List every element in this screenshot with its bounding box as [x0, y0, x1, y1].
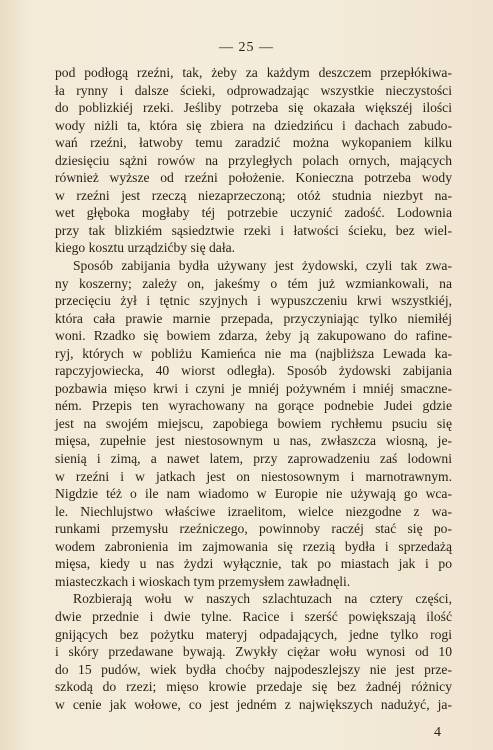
text-line: woni. Rzadko się bowiem zdarza, żeby ją zakupowano do rafine- — [55, 328, 452, 344]
text-line: ném. Przepis ten wyrachowany na gorące podnebie Judei gdzie — [55, 398, 452, 414]
text-line: również wyższe od rzeźni położenie. Konieczna potrzeba wody — [55, 170, 452, 186]
printer-signature-mark: 4 — [434, 725, 441, 740]
text-line: wet głęboka mogłaby téj potrzebie uczynić zadość. Lodownia — [55, 205, 452, 221]
text-line: pod podłogą rzeźni, tak, żeby za każdym deszczem przepłókiwa- — [55, 65, 452, 80]
text-line: wań rzeźni, łatwoby temu zaradzić można wykopaniem kilku — [55, 135, 452, 151]
text-line: mięsa, zupełnie jest niestosownym u nas, zwłaszcza wiosną, je- — [55, 433, 452, 449]
text-line: mięsa, kiedy u nas żydzi wyłącznie, tak po miastach jak i po — [55, 556, 452, 572]
text-line: runkami przemysłu rzeźniczego, powinnoby raczéj stać się po- — [55, 521, 452, 537]
text-line: jest na swojém miejscu, zapobiega bowiem rychłemu psuciu się — [55, 415, 452, 431]
text-line: pozbawia mięso krwi i czyni je mniéj pożywném i mniéj smaczne- — [55, 380, 452, 396]
text-line: ła rynny i dalsze ścieki, odprowadzając wszystkie nieczystości — [55, 82, 452, 98]
text-line: le. Niechlujstwo właściwe izraelitom, wielce niezgodne z wa- — [55, 503, 452, 519]
text-line: kiego kosztu urządzićby się dała. — [55, 240, 236, 256]
text-line: przecięciu żył i tętnic szyjnych i wypuszczeniu krwi wszystkiéj, — [55, 293, 452, 309]
text-line: dziesięciu sążni rowów na przyległych polach ornych, mających — [55, 152, 452, 168]
body-text — [55, 64, 452, 713]
text-line: w rzeźni i w jatkach jest on niestosownym i marnotrawnym. — [55, 468, 452, 484]
text-line: wody niżli ta, która się zbiera na dziedzińcu i dachach zabudo- — [55, 117, 452, 133]
text-line: Rozbierają wołu w naszych szlachtuzach na cztery części, — [73, 591, 452, 607]
text-line: która cała prawie marnie przepada, przyczyniając tylko niemiłéj — [55, 310, 452, 326]
text-line: Sposób zabijania bydła używany jest żydowski, czyli tak zwa- — [73, 258, 452, 274]
text-line: miasteczkach i wioskach tym przemysłem zawładnęli. — [55, 573, 351, 589]
text-line: sienią i zimą, a nawet latem, przy zaprowadzeniu zaś lodowni — [55, 451, 452, 467]
text-line: i skóry przedawane bywają. Zwykły ciężar wołu wynosi od 10 — [55, 644, 452, 660]
text-line: do poblizkiéj rzeki. Jeśliby potrzeba się okazała większéj ilości — [55, 100, 452, 116]
text-line: rapczyjowiecka, 40 wiorst odległa). Sposób żydowski zabijania — [55, 363, 452, 379]
text-line: w cenie jak wołowe, co jest jedném z największych nadużyć, ja- — [55, 696, 452, 712]
text-line: Nigdzie téż o ile nam wiadomo w Europie nie używają go wca- — [55, 486, 452, 502]
text-line: w rzeźni jest rzeczą niezaprzeczoną; otóż studnia niezbyt na- — [55, 187, 452, 203]
page-number: — 25 — — [219, 40, 274, 55]
text-line: przy tak blizkiém sąsiedztwie rzeki i łatwości ścieku, bez wiel- — [55, 222, 452, 238]
text-line: dwie przednie i dwie tylne. Racice i szerść powiększają ilość — [55, 608, 452, 624]
text-line: ryj, których w pobliżu Kamieńca nie ma (najbliższa Lewada ka- — [55, 345, 452, 361]
text-line: gnijących bez pożytku materyj odpadających, jedne tylko rogi — [55, 626, 452, 642]
text-line: do 15 pudów, wiek bydła choćby najpodeszlejszy nie jest prze- — [55, 661, 452, 677]
text-line: wodem zabronienia im zajmowania się rzezią bydła i sprzedażą — [55, 538, 452, 554]
text-line: szkodą do rzezi; mięso krowie przedaje się bez żadnéj różnicy — [55, 679, 452, 695]
text-line: ny koszerny; zależy on, jakeśmy o tém już wzmiankowali, na — [55, 275, 452, 291]
